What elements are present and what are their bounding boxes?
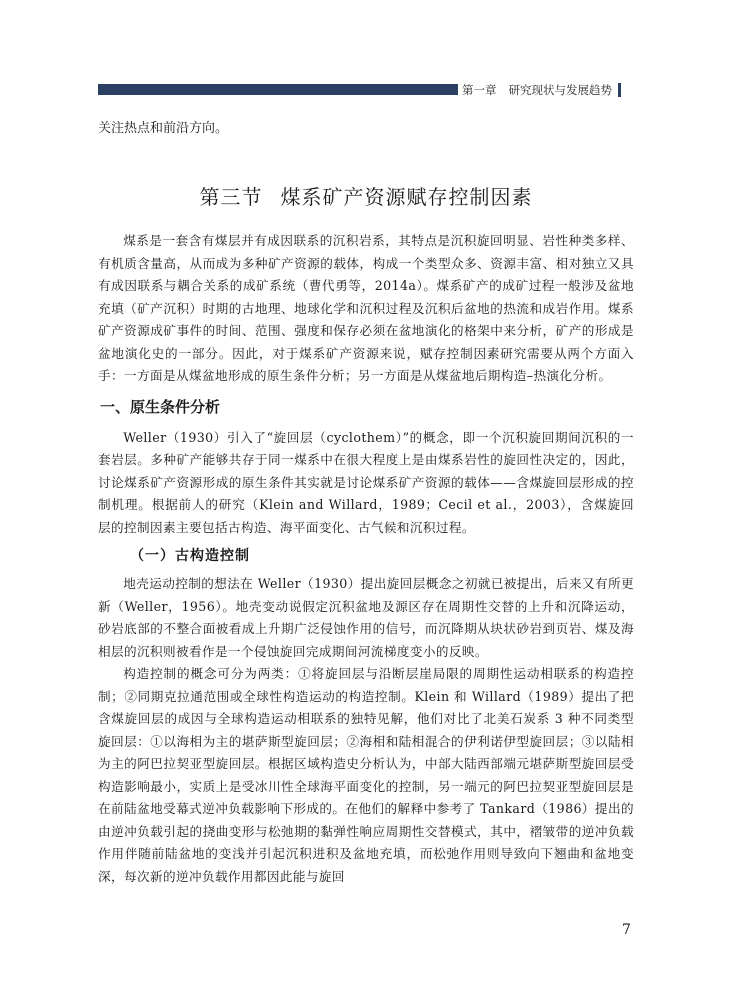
subsubsection-heading-1: （一）古构造控制 — [130, 548, 250, 564]
subsection-paragraph-1: Weller（1930）引入了“旋回层（cyclothem）”的概念，即一个沉积旋回期间沉积的一套岩层。多种矿产能够共存于同一煤系中在很大程度上是由煤系岩性的旋回性决定的，因此，讨论煤系矿产资源形成的原生条件其实就是讨论煤系矿产资源的载体——含煤旋回层形成的控制机理。根据前人的研究（Klein and Willard，1989；Cecil et al.，2003），含煤旋回层的控制因素主要包括古构造、海平面变化、古气候和沉积过程。 — [98, 429, 634, 535]
section-title — [98, 181, 634, 210]
page-body — [98, 118, 634, 888]
header-chapter: 第一章 — [462, 82, 497, 97]
header-chapter-title: 研究现状与发展趋势 — [508, 82, 612, 97]
lead-text: 关注热点和前沿方向。 — [98, 121, 229, 136]
intro-paragraph: 煤系是一套含有煤层并有成因联系的沉积岩系，其特点是沉积旋回明显、岩性种类多样、有机质含量高，从而成为多种矿产资源的载体，构成一个类型众多、资源丰富、相对独立又具有成因联系与耦合关系的成矿系统（曹代勇等，2014a）。煤系矿产的成矿过程一般涉及盆地充填（矿产沉积）时期的古地理、地球化学和沉积过程及沉积后盆地的热流和成岩作用。煤系矿产资源成矿事件的时间、范围、强度和保存必须在盆地演化的格架中来分析，矿产的形成是盆地演化史的一部分。因此，对于煤系矿产资源来说，赋存控制因素研究需要从两个方面入手：一方面是从煤盆地形成的原生条件分析；另一方面是从煤盆地后期构造–热演化分析。 — [98, 233, 634, 383]
header-end-mark — [618, 83, 621, 97]
tectonic-paragraph-2: 构造控制的概念可分为两类：①将旋回层与沿断层崖局限的周期性运动相联系的构造控制；②同期克拉通范围或全球性构造运动的构造控制。Klein 和 Willard（1989）提出了把含煤旋回层的成因与全球构造运动相联系的独特见解，他们对比了北美石炭系 3 种不同类型旋回层：①以海相为主的堪萨斯型旋回层；②海相和陆相混合的伊利诺伊型旋回层；③以陆相为主的阿巴拉契亚型旋回层。根据区域构造史分析认为，中部大陆西部端元堪萨斯型旋回层受构造影响最小，实质上是受冰川性全球海平面变化的控制，另一端元的阿巴拉契亚型旋回层是在前陆盆地受幕式逆冲负载影响下形成的。在他们的解释中参考了 Tankard（1986）提出的由逆冲负载引起的挠曲变形与松弛期的黏弹性响应周期性交替模式，其中，褶皱带的逆冲负载作用伴随前陆盆地的变浅并引起沉积进积及盆地充填，而松弛作用则导致向下翘曲和盆地变深，每次新的逆冲负载作用都因此能与旋回 — [98, 666, 634, 884]
header-rule-bar — [98, 84, 458, 95]
section-title-text: 煤系矿产资源赋存控制因素 — [280, 185, 533, 209]
subsection-heading-1: 一、原生条件分析 — [100, 397, 221, 416]
running-header — [462, 81, 621, 98]
section-number: 第三节 — [199, 185, 263, 209]
page-number: 7 — [622, 922, 631, 938]
tectonic-paragraph-1: 地壳运动控制的想法在 Weller（1930）提出旋回层概念之初就已被提出，后来又有所更新（Weller，1956）。地壳变动说假定沉积盆地及源区存在周期性交替的上升和沉降运动，砂岩底部的不整合面被看成上升期广泛侵蚀作用的信号，而沉降期从块状砂岩到页岩、煤及海相层的沉积则被看作是一个侵蚀旋回完成期间河流梯度变小的反映。 — [98, 576, 634, 659]
